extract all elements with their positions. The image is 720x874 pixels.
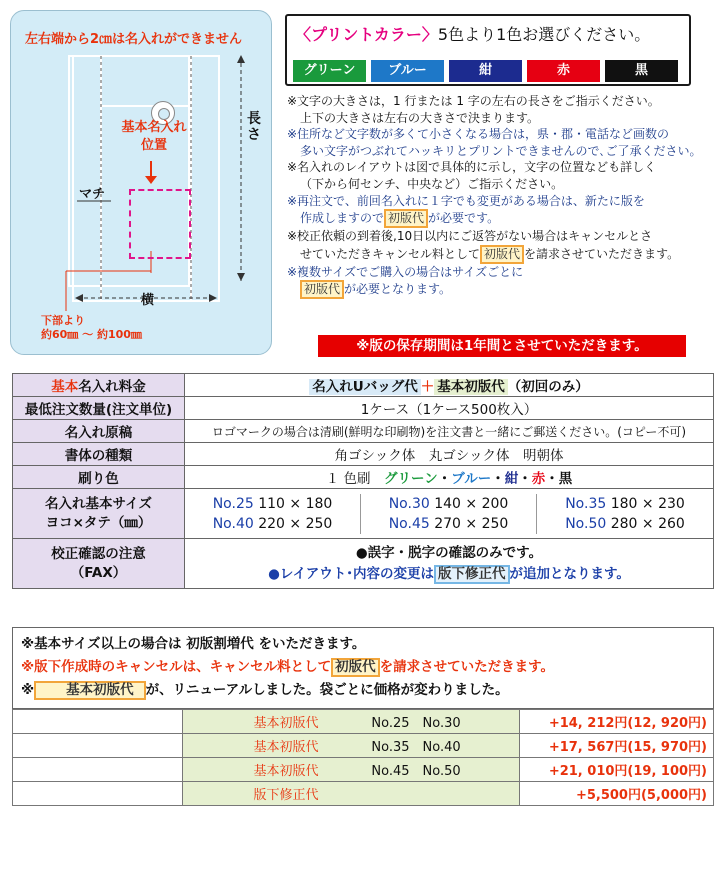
note-4b-pre: 作成しますので	[300, 211, 385, 226]
price-value: +21, 010円(19, 100円)	[520, 758, 714, 782]
bottom-position-note	[41, 314, 142, 342]
size-dim: 270 × 250	[434, 515, 509, 532]
row-header: 名入れ基本サイズ ヨコ×タテ（㎜）	[13, 489, 185, 539]
note-6a: ※複数サイズでご購入の場合はサイズごとに	[287, 264, 524, 279]
width-label: 横	[141, 293, 155, 308]
row-value	[185, 374, 714, 397]
row-header: 校正確認の注意 （FAX）	[13, 539, 185, 589]
table-row	[13, 420, 714, 443]
note-5b-box: 初版代	[480, 245, 524, 264]
bottom-note-3: ※ 基本初版代 が、リニューアルしました。袋ごとに価格が変わりました。	[21, 682, 509, 698]
color-chip: 紺	[449, 60, 522, 82]
notes	[287, 93, 707, 299]
empty-cell	[13, 758, 183, 782]
size-no: No.50	[565, 515, 607, 532]
bag-diagram	[10, 10, 272, 355]
row-header: 名入れ原稿	[13, 420, 185, 443]
print-color-title	[295, 22, 650, 45]
row-header: 基本名入れ料金	[13, 374, 185, 397]
fee-bag: 名入れUバッグ代	[309, 379, 420, 395]
plate-label-1: 基本名入れ	[121, 120, 187, 135]
table-row	[13, 782, 714, 806]
size-grid	[185, 494, 713, 534]
print-title: 〈プリントカラー〉	[295, 25, 438, 44]
size-dim: 110 × 180	[258, 495, 333, 512]
length-label: 長さ	[247, 111, 261, 143]
size-cell	[537, 514, 713, 534]
row-value: １ 色刷 グリーン・ブルー・紺・赤・黒	[185, 466, 714, 489]
size-cell	[537, 494, 713, 514]
note-6b	[287, 280, 707, 299]
note-1b: 上下の大きさは左右の大きさで決まります。	[300, 110, 540, 125]
price-value: +17, 567円(15, 970円)	[520, 734, 714, 758]
plate-label-2: 位置	[140, 138, 167, 153]
table-row	[13, 374, 714, 397]
note-4b-post: が必要です。	[428, 211, 500, 226]
table-row	[13, 734, 714, 758]
gusset-label: マチ	[79, 187, 106, 202]
note-5b-post: を請求させていただきます。	[524, 246, 680, 261]
retention-banner: ※版の保存期間は1年間とさせていただきます。	[318, 335, 686, 357]
fee-first: （初回のみ）	[507, 379, 589, 395]
row-header: 刷り色	[13, 466, 185, 489]
note-6b-box: 初版代	[300, 280, 344, 299]
bottom-notes	[12, 627, 714, 709]
bottom-note-1: ※基本サイズ以上の場合は 初版割増代 をいただきます。	[21, 636, 366, 652]
table-row	[13, 397, 714, 420]
note-5a: ※校正依頼の到着後,10日以内にご返答がない場合はキャンセルとさ	[287, 229, 653, 244]
price-label: 基本初版代 No.25 No.30	[183, 710, 520, 734]
note-6b-post: が必要となります。	[344, 282, 452, 297]
size-no: No.30	[388, 495, 430, 512]
note-3b: （下から何センチ、中央など）ご指示ください。	[300, 176, 564, 191]
note-2b: 多い文字がつぶれてハッキリとプリントできませんので､ご了承ください。	[300, 143, 702, 158]
size-cell	[185, 514, 361, 534]
table-row	[13, 758, 714, 782]
color-chip: 赤	[527, 60, 600, 82]
name-print-area	[129, 189, 191, 259]
margin-note: 左右端から2㎝は名入れができません	[25, 32, 243, 47]
size-no: No.45	[388, 515, 430, 532]
row-value: 1ケース（1ケース500枚入）	[185, 397, 714, 420]
note-1a: ※文字の大きさは，1 行または 1 字の左右の長さをご指示ください。	[287, 94, 660, 108]
bottom-note-2: ※版下作成時のキャンセルは、キャンセル料として 初版代 を請求させていただきます。	[21, 659, 555, 675]
note-5b-pre: せていただきキャンセル料として	[300, 246, 481, 261]
row-value: 角ゴシック体 丸ゴシック体 明朝体	[185, 443, 714, 466]
table-row	[13, 466, 714, 489]
size-no: No.25	[212, 495, 254, 512]
row-value: ●誤字・脱字の確認のみです。 ●レイアウト･内容の変更は 版下修正代 が追加となります。	[185, 539, 714, 589]
size-dim: 280 × 260	[610, 515, 685, 532]
print-suffix: 5色より1色お選びください。	[437, 25, 651, 44]
note-2a: ※住所など文字数が多くて小さくなる場合は，県・郡・電話など画数の	[287, 127, 670, 142]
note-3a: ※名入れのレイアウトは図で具体的に示し，文字の位置なども詳しく	[287, 160, 657, 175]
size-cell	[361, 514, 537, 534]
empty-cell	[13, 710, 183, 734]
spec-table	[12, 373, 714, 589]
note-4b	[287, 209, 707, 228]
size-no: No.40	[212, 515, 254, 532]
size-dim: 180 × 230	[610, 495, 685, 512]
table-row	[13, 443, 714, 466]
row-value: ロゴマークの場合は清刷(鮮明な印刷物)を注文書と一緒にご郵送ください。(コピー不可)	[185, 420, 714, 443]
fee-initial: 基本初版代	[434, 379, 508, 395]
color-chip: ブルー	[371, 60, 444, 82]
table-row	[13, 489, 714, 539]
table-row	[13, 539, 714, 589]
price-table	[12, 709, 714, 806]
size-dim: 220 × 250	[258, 515, 333, 532]
price-label: 基本初版代 No.45 No.50	[183, 758, 520, 782]
print-color-box	[285, 14, 691, 86]
empty-cell	[13, 782, 183, 806]
price-value: +14, 212円(12, 920円)	[520, 710, 714, 734]
bottom-note-1: 下部より	[41, 314, 85, 327]
row-header: 最低注文数量(注文単位)	[13, 397, 185, 420]
plate-label	[109, 119, 199, 155]
note-5b	[287, 245, 707, 264]
price-value: +5,500円(5,000円)	[520, 782, 714, 806]
price-label: 版下修正代	[183, 782, 520, 806]
bottom-note-2: 約60㎜ ～ 約100㎜	[41, 328, 142, 341]
color-chip: グリーン	[293, 60, 366, 82]
size-cell	[361, 494, 537, 514]
empty-cell	[13, 734, 183, 758]
table-row	[13, 710, 714, 734]
price-label: 基本初版代 No.35 No.40	[183, 734, 520, 758]
row-header: 書体の種類	[13, 443, 185, 466]
size-cell	[185, 494, 361, 514]
note-4a: ※再注文で、前回名入れに１字でも変更がある場合は、新たに版を	[287, 193, 645, 208]
color-chips	[293, 60, 678, 82]
fee-plus: ＋	[420, 379, 435, 395]
size-dim: 140 × 200	[434, 495, 509, 512]
size-no: No.35	[565, 495, 607, 512]
color-chip: 黒	[605, 60, 678, 82]
size-grid-cell	[185, 489, 714, 539]
note-4b-box: 初版代	[384, 209, 428, 228]
